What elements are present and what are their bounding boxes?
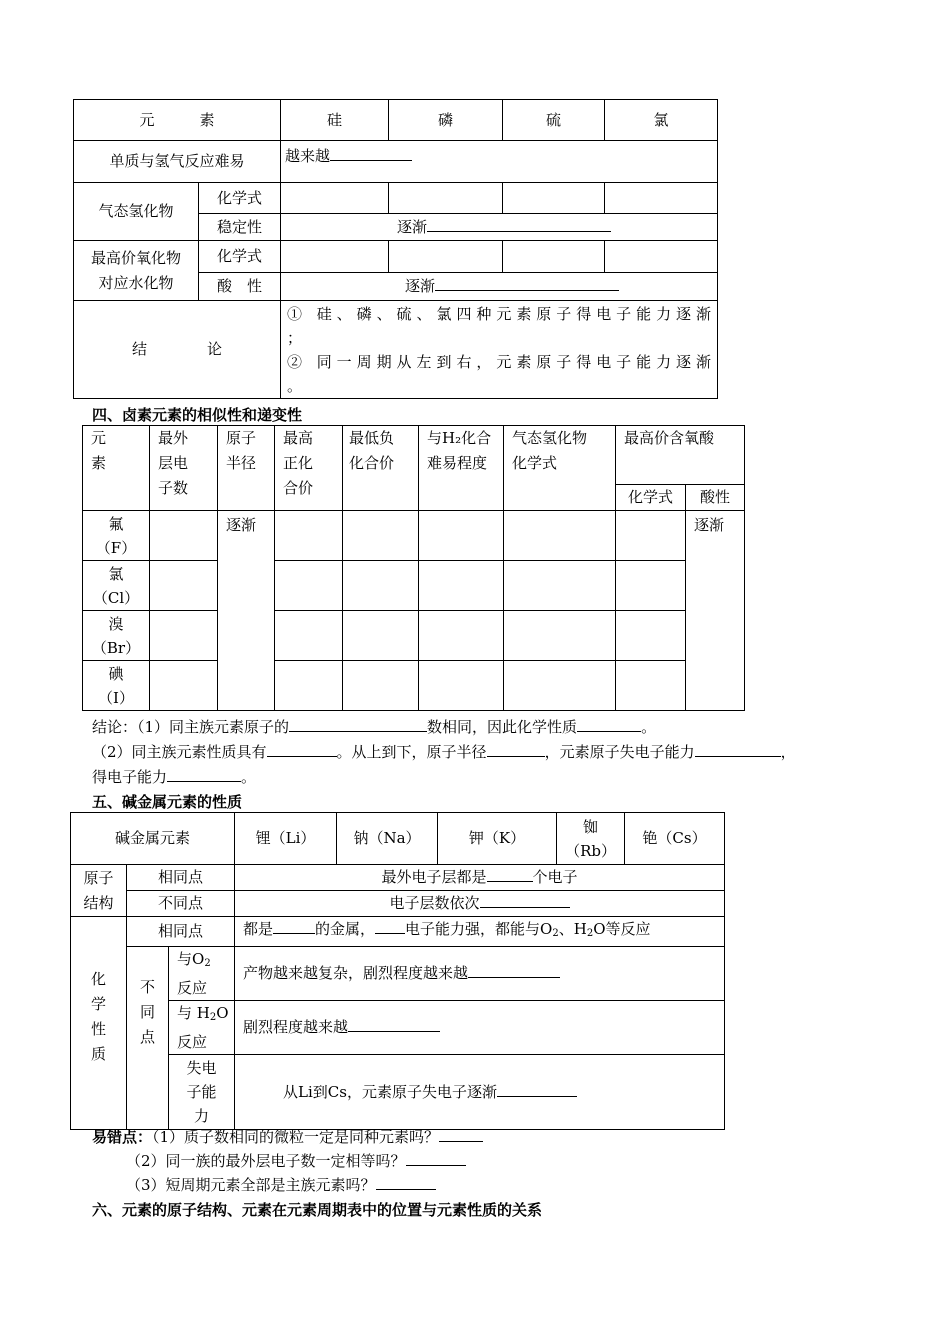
header-sodium: 钠（Na） bbox=[337, 813, 438, 865]
header-phosphorus: 磷 bbox=[389, 100, 503, 141]
answer-blank[interactable] bbox=[289, 716, 427, 732]
header-max-valence: 最高 正化 合价 bbox=[275, 426, 343, 511]
section6-title: 六、元素的原子结构、元素在元素周期表中的位置与元素性质的关系 bbox=[92, 1201, 543, 1219]
sub-label-formula: 化学式 bbox=[199, 241, 281, 273]
answer-blank[interactable] bbox=[487, 866, 533, 882]
mistake-question-3: （3）短周期元素全部是主族元素吗？ bbox=[126, 1174, 436, 1195]
radius-trend-cell[interactable]: 逐渐 bbox=[218, 511, 275, 711]
answer-cell[interactable] bbox=[605, 241, 718, 273]
answer-cell[interactable] bbox=[616, 561, 686, 611]
answer-cell[interactable] bbox=[616, 511, 686, 561]
section4-title: 四、卤素元素的相似性和递变性 bbox=[92, 406, 303, 424]
answer-cell[interactable] bbox=[150, 611, 218, 661]
lose-electron-cell: 从Li到Cs，元素原子失电子逐渐 bbox=[235, 1055, 725, 1130]
answer-blank[interactable] bbox=[695, 741, 781, 757]
sub-label-stability: 稳定性 bbox=[199, 214, 281, 241]
row-label-gas-hydride: 气态氢化物 bbox=[74, 183, 199, 241]
answer-blank[interactable] bbox=[406, 1150, 466, 1166]
sub-label-same: 相同点 bbox=[127, 917, 235, 947]
header-cesium: 铯（Cs） bbox=[625, 813, 725, 865]
conclusion-cell bbox=[281, 301, 718, 399]
header-h2-reaction: 与H₂化合 难易程度 bbox=[419, 426, 504, 511]
header-chlorine: 氯 bbox=[605, 100, 718, 141]
row-label-conclusion: 结 论 bbox=[74, 301, 281, 399]
answer-cell[interactable] bbox=[281, 241, 389, 273]
acidity-cell: 逐渐 bbox=[281, 273, 718, 301]
answer-blank[interactable] bbox=[439, 1126, 483, 1142]
header-element: 元 素 bbox=[74, 100, 281, 141]
answer-blank[interactable] bbox=[577, 716, 641, 732]
o2-reaction-cell: 产物越来越复杂，剧烈程度越来越 bbox=[235, 947, 725, 1001]
period-properties-table bbox=[73, 99, 718, 399]
header-min-valence: 最低负 化合价 bbox=[343, 426, 419, 511]
header-alkali-metal: 碱金属元素 bbox=[71, 813, 235, 865]
row-label-atomic-structure: 原子 结构 bbox=[71, 865, 127, 917]
answer-blank[interactable] bbox=[497, 1081, 577, 1097]
mistakes-label: 易错点： bbox=[92, 1128, 153, 1146]
answer-blank[interactable] bbox=[468, 962, 560, 978]
answer-cell[interactable] bbox=[150, 511, 218, 561]
answer-blank[interactable] bbox=[480, 892, 570, 908]
conclusion-line-2-end: 。 bbox=[287, 377, 303, 395]
header-oxyacid: 最高价含氧酸 bbox=[616, 426, 745, 485]
answer-blank[interactable] bbox=[348, 1016, 440, 1032]
answer-cell[interactable] bbox=[616, 661, 686, 711]
row-label-chemical-properties: 化 学 性 质 bbox=[71, 917, 127, 1130]
answer-cell[interactable] bbox=[281, 183, 389, 214]
answer-cell[interactable] bbox=[343, 661, 419, 711]
alkali-metal-table bbox=[70, 812, 725, 1130]
answer-cell[interactable] bbox=[419, 511, 504, 561]
label-h2o-reaction: 与 $H_2O$ 反应 bbox=[169, 1001, 235, 1055]
answer-cell[interactable] bbox=[605, 183, 718, 214]
header-rubidium: 铷 （Rb） bbox=[557, 813, 625, 865]
answer-blank[interactable] bbox=[267, 741, 337, 757]
answer-cell[interactable] bbox=[150, 661, 218, 711]
answer-blank[interactable] bbox=[376, 1174, 436, 1190]
header-gas-hydride: 气态氢化物 化学式 bbox=[504, 426, 616, 511]
answer-blank[interactable] bbox=[167, 766, 241, 782]
answer-cell[interactable] bbox=[275, 511, 343, 561]
answer-cell[interactable] bbox=[504, 511, 616, 561]
answer-cell[interactable] bbox=[616, 611, 686, 661]
mistake-question-1: 易错点：（1）质子数相同的微粒一定是同种元素吗？ bbox=[92, 1126, 483, 1147]
answer-cell[interactable] bbox=[389, 241, 503, 273]
label-lose-electron: 失电 子能 力 bbox=[169, 1055, 235, 1130]
answer-cell[interactable] bbox=[503, 241, 605, 273]
stability-cell: 逐渐 bbox=[281, 214, 718, 241]
layer-count-cell: 电子层数依次 bbox=[235, 891, 725, 917]
header-acid-strength: 酸性 bbox=[686, 485, 745, 511]
conclusion-line-2: ② 同一周期从左到右，元素原子得电子能力逐渐 bbox=[287, 353, 712, 371]
answer-cell[interactable] bbox=[419, 561, 504, 611]
sub-label-formula: 化学式 bbox=[199, 183, 281, 214]
header-lithium: 锂（Li） bbox=[235, 813, 337, 865]
conclusion-line-1: ① 硅、磷、硫、氯四种元素原子得电子能力逐渐 bbox=[287, 305, 712, 323]
header-silicon: 硅 bbox=[281, 100, 389, 141]
element-chlorine: 氯 （Cl） bbox=[83, 561, 150, 611]
answer-cell[interactable] bbox=[504, 561, 616, 611]
header-outer-electrons: 最外 层电 子数 bbox=[150, 426, 218, 511]
conclusion-line-1: 结论：（1）同主族元素原子的 数相同，因此化学性质 。 bbox=[92, 718, 657, 736]
element-iodine: 碘 （I） bbox=[83, 661, 150, 711]
answer-cell[interactable] bbox=[275, 611, 343, 661]
h2o-reaction-cell: 剧烈程度越来越 bbox=[235, 1001, 725, 1055]
sub-label-different: 不同点 bbox=[127, 891, 235, 917]
section5-title: 五、碱金属元素的性质 bbox=[92, 793, 243, 811]
answer-cell[interactable] bbox=[389, 183, 503, 214]
answer-blank[interactable] bbox=[330, 145, 412, 161]
answer-cell[interactable] bbox=[503, 183, 605, 214]
answer-cell[interactable] bbox=[150, 561, 218, 611]
answer-cell[interactable] bbox=[343, 611, 419, 661]
halogen-table bbox=[82, 425, 745, 711]
conclusion-line-1-end: ； bbox=[287, 329, 303, 347]
answer-blank[interactable] bbox=[427, 216, 611, 232]
sub-label-same: 相同点 bbox=[127, 865, 235, 891]
h2-reaction-cell: 越来越 bbox=[281, 141, 718, 183]
outer-electron-cell: 最外电子层都是 个电子 bbox=[235, 865, 725, 891]
acidity-trend-cell[interactable]: 逐渐 bbox=[686, 511, 745, 711]
element-fluorine: 氟 （F） bbox=[83, 511, 150, 561]
label-o2-reaction: 与$O_2$ 反应 bbox=[169, 947, 235, 1001]
answer-cell[interactable] bbox=[275, 661, 343, 711]
answer-cell[interactable] bbox=[419, 661, 504, 711]
row-label-h2-reaction: 单质与氢气反应难易 bbox=[74, 141, 281, 183]
answer-blank[interactable] bbox=[487, 741, 545, 757]
answer-cell[interactable] bbox=[504, 611, 616, 661]
answer-cell[interactable] bbox=[343, 511, 419, 561]
answer-cell[interactable] bbox=[419, 611, 504, 661]
answer-cell[interactable] bbox=[504, 661, 616, 711]
conclusion-line-3: 得电子能力 。 bbox=[92, 768, 257, 786]
header-acid-formula: 化学式 bbox=[616, 485, 686, 511]
answer-blank[interactable] bbox=[273, 918, 315, 934]
sub-label-acidity: 酸 性 bbox=[199, 273, 281, 301]
element-bromine: 溴 （Br） bbox=[83, 611, 150, 661]
answer-cell[interactable] bbox=[275, 561, 343, 611]
header-atomic-radius: 原子 半径 bbox=[218, 426, 275, 511]
answer-blank[interactable] bbox=[435, 275, 619, 291]
header-potassium: 钾（K） bbox=[438, 813, 557, 865]
header-element: 元 素 bbox=[83, 426, 150, 511]
header-sulfur: 硫 bbox=[503, 100, 605, 141]
conclusion-line-2: （2）同主族元素性质具有 。从上到下，原子半径 ，元素原子失电子能力 ， bbox=[92, 743, 796, 761]
chem-same-cell: 都是 的金属， 电子能力强，都能与$O_2$、$H_2O$等反应 bbox=[235, 917, 725, 947]
answer-blank[interactable] bbox=[375, 918, 405, 934]
row-label-highest-oxide: 最高价氧化物 对应水化物 bbox=[74, 241, 199, 301]
sub-label-different-vertical: 不 同 点 bbox=[127, 947, 169, 1130]
answer-cell[interactable] bbox=[343, 561, 419, 611]
mistake-question-2: （2）同一族的最外层电子数一定相等吗？ bbox=[126, 1150, 466, 1171]
